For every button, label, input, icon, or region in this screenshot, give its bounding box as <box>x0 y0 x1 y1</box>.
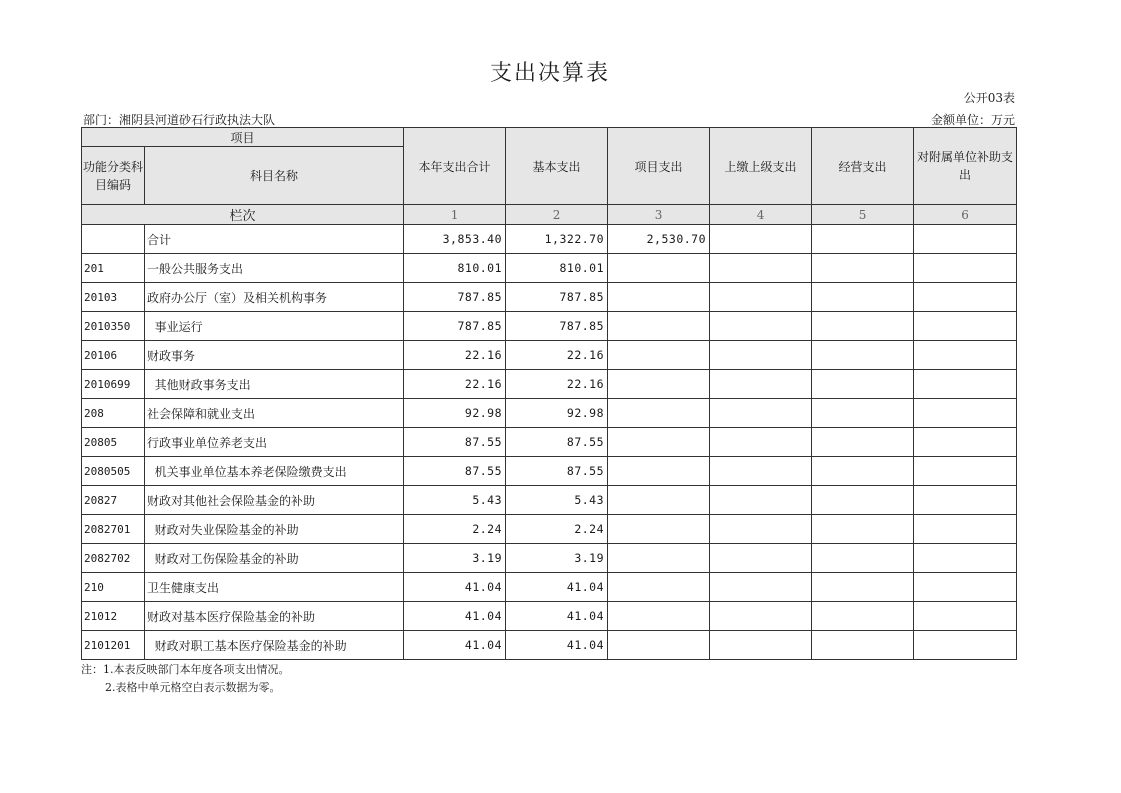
table-row <box>82 602 1017 631</box>
cell-business <box>812 515 914 544</box>
cell-total: 41.04 <box>404 602 506 631</box>
cell-basic: 87.55 <box>506 428 608 457</box>
col-num: 5 <box>812 205 914 225</box>
footnote-1: 注：1.本表反映部门本年度各项支出情况。 <box>81 663 290 676</box>
header-subsidy: 对附属单位补助支出 <box>914 128 1017 205</box>
cell-basic: 41.04 <box>506 631 608 660</box>
cell-project <box>608 254 710 283</box>
cell-remit <box>710 254 812 283</box>
cell-remit <box>710 486 812 515</box>
table-row <box>82 515 1017 544</box>
cell-code: 210 <box>82 573 145 602</box>
col-num: 2 <box>506 205 608 225</box>
cell-name: 财政对基本医疗保险基金的补助 <box>145 602 404 631</box>
table-row <box>82 486 1017 515</box>
cell-business <box>812 370 914 399</box>
cell-subsidy <box>914 573 1017 602</box>
cell-code: 20103 <box>82 283 145 312</box>
cell-code: 2010350 <box>82 312 145 341</box>
cell-business <box>812 631 914 660</box>
cell-project <box>608 544 710 573</box>
cell-name: 财政对工伤保险基金的补助 <box>145 544 404 573</box>
amount-unit-label: 金额单位：万元 <box>930 113 1015 127</box>
cell-business <box>812 341 914 370</box>
table-row <box>82 370 1017 399</box>
cell-subsidy <box>914 631 1017 660</box>
cell-name: 行政事业单位养老支出 <box>145 428 404 457</box>
cell-total: 787.85 <box>404 283 506 312</box>
cell-basic: 3.19 <box>506 544 608 573</box>
cell-project <box>608 602 710 631</box>
cell-remit <box>710 428 812 457</box>
header-total: 本年支出合计 <box>404 128 506 205</box>
cell-business <box>812 254 914 283</box>
table-row <box>82 399 1017 428</box>
cell-business <box>812 399 914 428</box>
header-project: 项目 <box>82 128 404 147</box>
cell-name: 财政对职工基本医疗保险基金的补助 <box>145 631 404 660</box>
cell-business <box>812 428 914 457</box>
cell-total: 22.16 <box>404 341 506 370</box>
header-subject-name: 科目名称 <box>145 147 404 205</box>
cell-code: 2010699 <box>82 370 145 399</box>
cell-total: 5.43 <box>404 486 506 515</box>
cell-basic: 22.16 <box>506 370 608 399</box>
cell-name: 机关事业单位基本养老保险缴费支出 <box>145 457 404 486</box>
cell-project <box>608 312 710 341</box>
cell-basic: 41.04 <box>506 573 608 602</box>
cell-code: 2082702 <box>82 544 145 573</box>
cell-code: 20106 <box>82 341 145 370</box>
cell-basic: 1,322.70 <box>506 225 608 254</box>
table-row <box>82 573 1017 602</box>
cell-remit <box>710 341 812 370</box>
cell-project <box>608 341 710 370</box>
cell-business <box>812 457 914 486</box>
cell-name: 其他财政事务支出 <box>145 370 404 399</box>
cell-project <box>608 428 710 457</box>
header-business: 经营支出 <box>812 128 914 205</box>
table-row <box>82 428 1017 457</box>
cell-remit <box>710 225 812 254</box>
cell-business <box>812 283 914 312</box>
cell-subsidy <box>914 370 1017 399</box>
cell-total: 810.01 <box>404 254 506 283</box>
cell-basic: 5.43 <box>506 486 608 515</box>
cell-code: 201 <box>82 254 145 283</box>
cell-subsidy <box>914 515 1017 544</box>
cell-subsidy <box>914 544 1017 573</box>
cell-subsidy <box>914 602 1017 631</box>
header-project-expenditure: 项目支出 <box>608 128 710 205</box>
cell-project <box>608 399 710 428</box>
cell-code: 20827 <box>82 486 145 515</box>
table-row <box>82 544 1017 573</box>
cell-subsidy <box>914 312 1017 341</box>
department-label: 部门：湘阴县河道砂石行政执法大队 <box>83 113 276 127</box>
cell-subsidy <box>914 428 1017 457</box>
footnote-2: 2.表格中单元格空白表示数据为零。 <box>105 681 281 694</box>
cell-basic: 2.24 <box>506 515 608 544</box>
cell-project <box>608 283 710 312</box>
table-row <box>82 283 1017 312</box>
cell-business <box>812 602 914 631</box>
header-lanci: 栏次 <box>82 205 404 225</box>
cell-basic: 22.16 <box>506 341 608 370</box>
cell-name: 财政对其他社会保险基金的补助 <box>145 486 404 515</box>
cell-code: 20805 <box>82 428 145 457</box>
form-code: 公开03表 <box>963 91 1015 105</box>
cell-subsidy <box>914 283 1017 312</box>
cell-remit <box>710 283 812 312</box>
cell-code: 208 <box>82 399 145 428</box>
header-remit-to-superior: 上缴上级支出 <box>710 128 812 205</box>
cell-project <box>608 486 710 515</box>
col-num: 4 <box>710 205 812 225</box>
cell-total: 2.24 <box>404 515 506 544</box>
cell-total: 3.19 <box>404 544 506 573</box>
table-row <box>82 225 1017 254</box>
table-row <box>82 254 1017 283</box>
cell-basic: 41.04 <box>506 602 608 631</box>
cell-total: 87.55 <box>404 428 506 457</box>
cell-business <box>812 312 914 341</box>
page-title: 支出决算表 <box>489 61 610 86</box>
col-num: 3 <box>608 205 710 225</box>
cell-code: 21012 <box>82 602 145 631</box>
table-row <box>82 631 1017 660</box>
col-num: 1 <box>404 205 506 225</box>
cell-name: 社会保障和就业支出 <box>145 399 404 428</box>
cell-basic: 810.01 <box>506 254 608 283</box>
cell-name: 事业运行 <box>145 312 404 341</box>
cell-name: 一般公共服务支出 <box>145 254 404 283</box>
cell-code: 2101201 <box>82 631 145 660</box>
col-num: 6 <box>914 205 1017 225</box>
cell-business <box>812 486 914 515</box>
cell-total: 22.16 <box>404 370 506 399</box>
cell-subsidy <box>914 457 1017 486</box>
cell-project <box>608 631 710 660</box>
cell-total: 92.98 <box>404 399 506 428</box>
header-basic: 基本支出 <box>506 128 608 205</box>
cell-remit <box>710 312 812 341</box>
cell-total: 87.55 <box>404 457 506 486</box>
table-row <box>82 312 1017 341</box>
cell-remit <box>710 602 812 631</box>
cell-project <box>608 573 710 602</box>
cell-name: 财政对失业保险基金的补助 <box>145 515 404 544</box>
cell-total: 41.04 <box>404 631 506 660</box>
cell-subsidy <box>914 225 1017 254</box>
footnotes <box>81 661 290 697</box>
cell-remit <box>710 544 812 573</box>
cell-project <box>608 457 710 486</box>
cell-remit <box>710 631 812 660</box>
cell-project: 2,530.70 <box>608 225 710 254</box>
cell-remit <box>710 573 812 602</box>
cell-name: 卫生健康支出 <box>145 573 404 602</box>
cell-total: 787.85 <box>404 312 506 341</box>
cell-subsidy <box>914 254 1017 283</box>
cell-remit <box>710 370 812 399</box>
cell-code: 2080505 <box>82 457 145 486</box>
cell-basic: 787.85 <box>506 283 608 312</box>
cell-name: 合计 <box>145 225 404 254</box>
cell-total: 3,853.40 <box>404 225 506 254</box>
cell-business <box>812 573 914 602</box>
cell-code: 2082701 <box>82 515 145 544</box>
cell-name: 财政事务 <box>145 341 404 370</box>
cell-subsidy <box>914 341 1017 370</box>
cell-business <box>812 225 914 254</box>
cell-basic: 87.55 <box>506 457 608 486</box>
header-func-code: 功能分类科目编码 <box>82 147 145 205</box>
cell-basic: 787.85 <box>506 312 608 341</box>
table-row <box>82 457 1017 486</box>
cell-remit <box>710 399 812 428</box>
cell-subsidy <box>914 399 1017 428</box>
expenditure-table <box>81 127 1017 660</box>
cell-remit <box>710 515 812 544</box>
cell-remit <box>710 457 812 486</box>
cell-subsidy <box>914 486 1017 515</box>
cell-business <box>812 544 914 573</box>
cell-code <box>82 225 145 254</box>
cell-name: 政府办公厅（室）及相关机构事务 <box>145 283 404 312</box>
cell-basic: 92.98 <box>506 399 608 428</box>
cell-project <box>608 515 710 544</box>
cell-total: 41.04 <box>404 573 506 602</box>
table-row <box>82 341 1017 370</box>
cell-project <box>608 370 710 399</box>
